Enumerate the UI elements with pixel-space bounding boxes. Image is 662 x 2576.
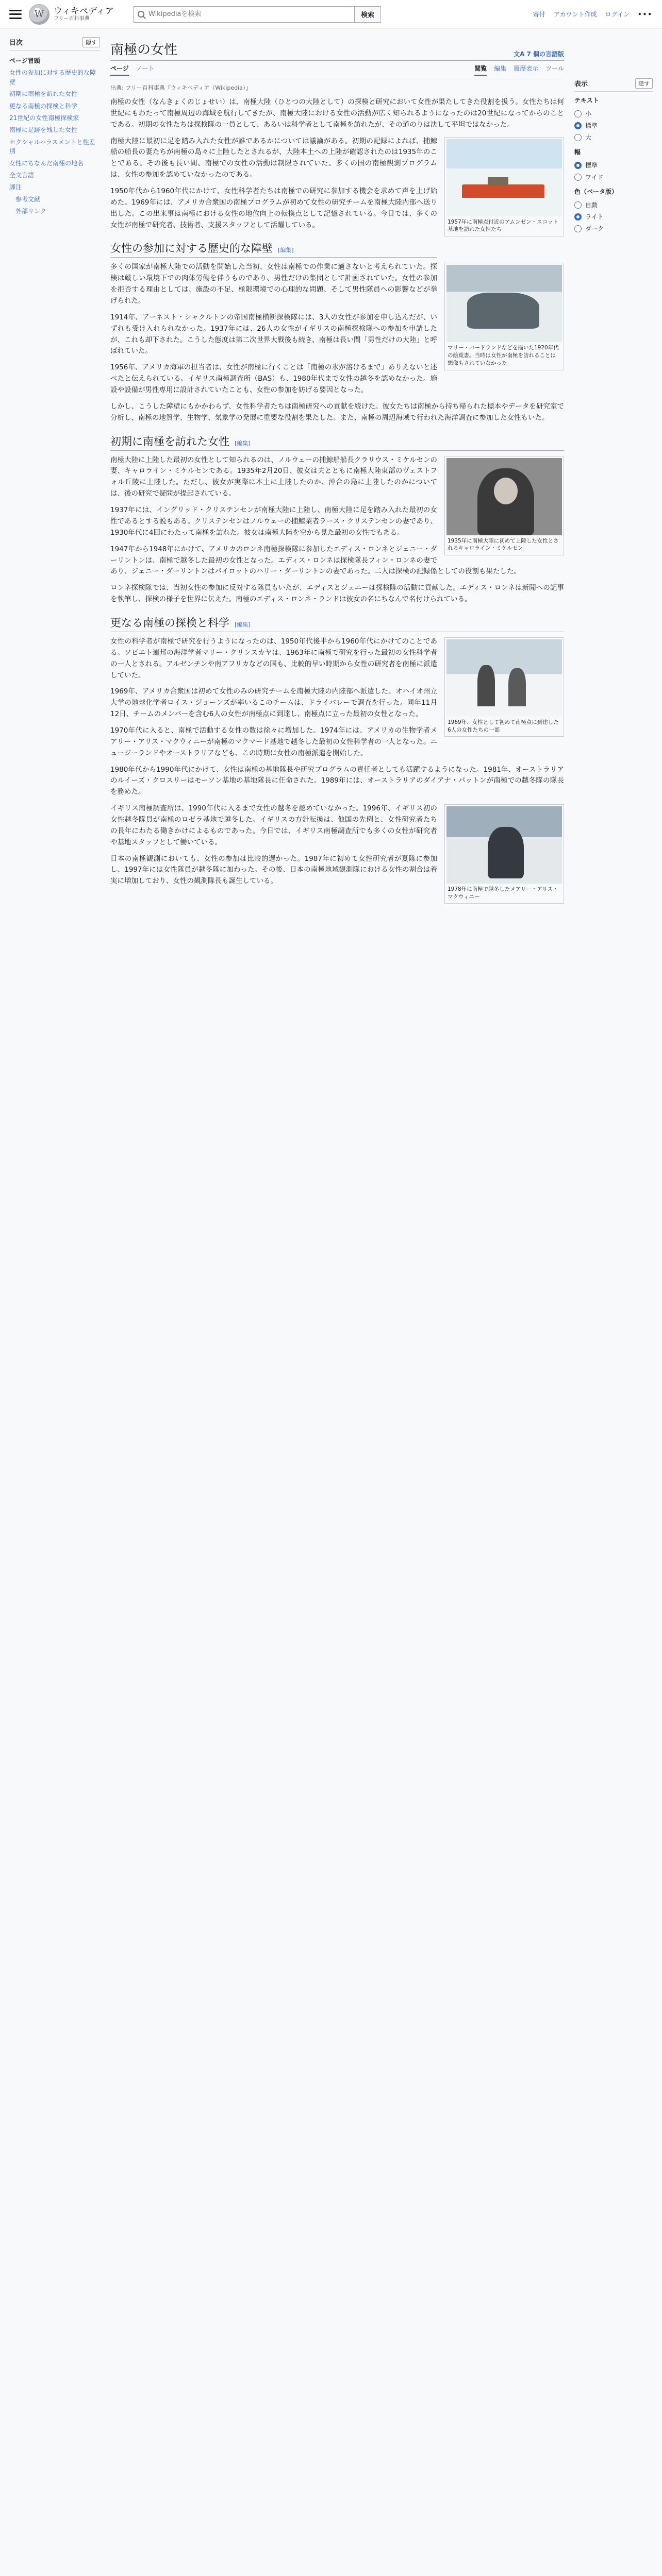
article-paragraph: 南極の女性（なんきょくのじょせい）は、南極大陸（ひとつの大陸として）の探検と研究において女性が果たしてきた役割を扱う。女性たちは何世紀にもわたって南極周辺の海域を航行してきたが、南極大陸における女性の活動が広く知られるようになったのは20世紀になってからのことである。初期の女性たちは探検隊の一員として、あるいは科学者として南極を訪れたが、その道のりは決して平坦ではなかった。 [110, 98, 564, 129]
toc-item[interactable]: 全文言語 [9, 171, 35, 179]
donate-link[interactable]: 寄付 [533, 11, 545, 18]
article-paragraph: 1937年には、イングリッド・クリステンセンが南極大陸に上陸し、南極大陸に足を踏み入れた最初の女性であるとする説もある。クリステンセンはノルウェーの捕鯨業者ラース・クリステンセンの妻であり、1930年代に4回にわたって南極を訪れた。彼女は南極大陸を空から見た最初の女性でもある。 [110, 506, 437, 537]
section-heading-text: 初期に南極を訪れた女性 [110, 435, 229, 448]
radio-circle-icon [574, 110, 582, 117]
main-content [110, 29, 564, 909]
article-figure [444, 637, 564, 737]
site-tagline: フリー百科事典 [54, 16, 90, 22]
toc-item[interactable]: 更なる南極の探検と科学 [9, 102, 78, 110]
appearance-panel [574, 29, 653, 909]
tab-history[interactable]: 履歴表示 [514, 65, 539, 72]
figure-caption: マリー・バードランドなどを描いた1920年代の絵葉書。当時は女性が南極を訪れることは想像もされていなかった [448, 345, 559, 366]
more-options-icon[interactable]: ••• [637, 10, 653, 18]
radio-label: ワイド [585, 174, 604, 181]
tab-talk[interactable]: ノート [136, 65, 155, 72]
article-paragraph: 1956年、アメリカ海軍の担当者は、女性が南極に行くことは「南極の氷が溶けるまで」ありえないと述べたと伝えられている。イギリス南極調査所（BAS）も、1980年代まで女性の越冬を認めなかった。施設や設備が男性専用に設計されていたことも、女性の参加を妨げる要因となった。 [110, 363, 437, 395]
appearance-radio[interactable] [574, 131, 653, 143]
page-title: 南極の女性 [110, 42, 178, 58]
radio-label: 大 [585, 134, 592, 141]
translate-icon: 文A [514, 50, 525, 58]
figure-caption: 1978年に南極で越冬したメアリー・アリス・マクウィニー [448, 886, 558, 900]
color-label: 色（ベータ版） [574, 188, 618, 195]
width-options [574, 159, 653, 183]
article-paragraph: 1950年代から1960年代にかけて、女性科学者たちは南極での研究に参加する機会を求めて声を上げ始めた。1969年には、アメリカ合衆国の南極プログラムが初めて女性の研究チームを南極大陸内部へ送り出した。この出来事は南極における女性の地位向上の転換点として記憶されている。今日では、多くの女性が南極で研究者、技術者、支援スタッフとして活躍している。 [110, 187, 437, 229]
user-links [533, 10, 653, 19]
article-image[interactable] [446, 458, 562, 535]
toc-item[interactable]: セクシャルハラスメントと性差別 [9, 138, 95, 155]
appearance-radio[interactable] [574, 159, 653, 171]
section-edit-link[interactable]: [編集] [235, 621, 251, 628]
section-edit-link[interactable]: [編集] [235, 439, 251, 447]
language-button-label: 7 個の言語版 [526, 50, 564, 58]
toc-hide-button[interactable]: 隠す [82, 37, 100, 47]
radio-label: ダーク [585, 225, 604, 232]
tab-tools[interactable]: ツール [545, 65, 564, 72]
article-paragraph: 女性の科学者が南極で研究を行うようになったのは、1950年代後半から1960年代にかけてのことである。ソビエト連邦の海洋学者マリー・クリンスカヤは、1963年に南極で研究を行った最初の女性科学者の一人とされる。アルゼンチンや南アフリカなどの国も、比較的早い時期から女性の研究者を南極に派遣していた。 [110, 637, 437, 680]
appearance-radio[interactable] [574, 223, 653, 234]
radio-circle-icon [574, 225, 582, 232]
radio-label: 自動 [585, 201, 598, 209]
page-tabs [110, 64, 564, 79]
figure-caption: 1957年に南極点付近のアムンゼン・スコット基地を訪れた女性たち [448, 218, 558, 233]
table-of-contents [9, 29, 100, 909]
from-wikipedia-note: 出典: フリー百科事典『ウィキペディア（Wikipedia）』 [110, 84, 252, 91]
toc-item[interactable]: 女性にちなんだ南極の地名 [9, 159, 84, 167]
radio-circle-icon [574, 162, 582, 169]
article-image[interactable] [446, 639, 562, 717]
section-heading [110, 433, 564, 451]
article-paragraph: 1947年から1948年にかけて、アメリカのロンネ南極探検隊に参加したエディス・ロンネとジェニー・ダーリントンは、南極で越冬した最初の女性となった。エディス・ロンネは探検隊長フィン・ロンネの妻であり、ジェニー・ダーリントンはパイロットのハリー・ダーリントンの妻であった。二人は探検の記録係としての役割も果たした。 [110, 545, 521, 576]
tab-edit[interactable]: 編集 [494, 65, 507, 72]
article-paragraph: 1914年、アーネスト・シャクルトンの帝国南極横断探検隊には、3人の女性が参加を申し込んだが、いずれも受け入れられなかった。1937年には、26人の女性がイギリスの南極探検隊への参加を申請したが、これも却下された。こうした態度は第二次世界大戦後も続き、南極は長い間「男性だけの大陸」と呼ばれていた。 [110, 313, 437, 355]
article-paragraph: 1970年代に入ると、南極で活動する女性の数は徐々に増加した。1974年には、アメリカの生物学者メアリー・アリス・マクウィニーが南極のマクマード基地で越冬した最初の女性科学者の一人となった。ニュージーランドやオーストラリアなども、この時期に女性の南極派遣を開始した。 [110, 726, 437, 757]
tab-page[interactable]: ページ [110, 64, 129, 76]
site-logo[interactable] [29, 4, 115, 25]
article-paragraph: 1980年代から1990年代にかけて、女性は南極の基地隊長や研究プログラムの責任者としても活躍するようになった。1981年、オーストラリアのルイーズ・クロスリーはモーソン基地の基地隊長に任命された。1989年には、オーストラリアのダイアナ・パットンが南極での越冬隊の隊長を務めた。 [110, 765, 564, 796]
radio-label: 小 [585, 110, 592, 117]
article-paragraph: イギリス南極調査所は、1990年代に入るまで女性の越冬を認めていなかった。1996年、イギリス初の女性越冬隊員が南極のロゼラ基地で越冬した。イギリスの方針転換は、他国の先例と、女性研究者たちの長年にわたる働きかけによるものであった。今日では、イギリス南極調査所でも多くの女性が研究者や基地スタッフとして働いている。 [110, 804, 437, 846]
article-figure [444, 804, 564, 904]
section-heading [110, 615, 564, 632]
article-image[interactable] [446, 265, 562, 342]
toc-item[interactable]: 外部リンク [15, 208, 46, 215]
search-input[interactable] [147, 10, 350, 19]
tab-read[interactable]: 閲覧 [474, 64, 487, 76]
article-body [110, 97, 564, 900]
toc-item[interactable]: 脚注 [9, 183, 22, 191]
article-image[interactable] [446, 806, 562, 884]
appearance-radio[interactable] [574, 120, 653, 131]
login-link[interactable]: ログイン [605, 11, 630, 18]
section-heading-text: 更なる南極の探検と科学 [110, 616, 229, 629]
toc-item[interactable]: 21世紀の女性南極探検家 [9, 114, 79, 122]
radio-circle-icon [574, 201, 582, 209]
article-paragraph: 日本の南極観測においても、女性の参加は比較的遅かった。1987年に初めて女性研究者が夏隊に参加し、1997年には女性隊員が越冬隊に加わった。その後、日本の南極地域観測隊における女性の割合は着実に増加しており、女性の観測隊長も誕生している。 [110, 854, 437, 886]
main-menu-icon[interactable] [9, 10, 22, 19]
article-figure [444, 456, 564, 555]
search-box[interactable] [133, 6, 355, 23]
radio-circle-icon [574, 134, 582, 141]
toc-item[interactable]: 南極に足跡を残した女性 [9, 126, 78, 134]
appearance-radio[interactable] [574, 171, 653, 183]
text-size-options [574, 108, 653, 143]
section-edit-link[interactable]: [編集] [278, 247, 294, 254]
article-figure [444, 263, 564, 370]
article-paragraph: 1969年、アメリカ合衆国は初めて女性のみの研究チームを南極大陸の内陸部へ派遣した。オハイオ州立大学の地球化学者ロイス・ジョーンズが率いるこのチームは、ドライバレーで調査を行った。同年11月12日、チームのメンバーを含む6人の女性が南極点に到達し、南極点に立った最初の女性となった。 [110, 687, 437, 719]
appearance-radio[interactable] [574, 199, 653, 211]
article-paragraph: 南極大陸に最初に足を踏み入れた女性が誰であるかについては議論がある。初期の記録によれば、捕鯨船の船長の妻たちが南極の島々に上陸したとされるが、大陸本土への上陸が確認されたのは1935年のことである。その後も長い間、南極での女性の活動は制限されていた。多くの国の南極観測プログラムは、女性の参加を認めていなかったのである。 [110, 137, 437, 179]
toc-item[interactable]: 初期に南極を訪れた女性 [9, 90, 78, 98]
radio-label: ライト [585, 213, 604, 221]
section-heading-text: 女性の参加に対する歴史的な障壁 [110, 242, 273, 255]
width-label: 幅 [574, 148, 581, 156]
article-paragraph: 南極大陸に上陸した最初の女性として知られるのは、ノルウェーの捕鯨船船長クラリウス・ミケルセンの妻、キャロライン・ミケルセンである。1935年2月20日、彼女は夫とともに南極大陸東部のヴェストフォル丘陵に上陸した。ただし、彼女が実際に本土に上陸したのか、沖合の島に上陸したのかについては、後の研究で疑問が提起されている。 [110, 455, 437, 498]
appearance-hide-button[interactable]: 隠す [635, 78, 653, 89]
color-options [574, 199, 653, 234]
wikipedia-globe-icon: W [29, 4, 49, 25]
section-heading [110, 240, 437, 258]
site-header [0, 0, 662, 29]
search-icon [138, 11, 144, 18]
site-title: ウィキペディア [54, 6, 114, 16]
article-image[interactable] [446, 139, 562, 216]
radio-circle-icon [574, 174, 582, 181]
radio-circle-icon [574, 122, 582, 129]
radio-label: 標準 [585, 162, 598, 169]
article-paragraph: しかし、こうした障壁にもかかわらず、女性科学者たちは南極研究への貢献を続けた。彼女たちは南極から持ち帰られた標本やデータを研究室で分析し、南極の地質学、生物学、気象学の発展に重要な役割を果たした。また、南極の周辺海域で行われた海洋調査に参加した女性もいた。 [110, 402, 564, 422]
appearance-radio[interactable] [574, 108, 653, 120]
appearance-radio[interactable] [574, 211, 653, 223]
radio-circle-icon [574, 213, 582, 221]
toc-list [9, 55, 100, 217]
appearance-title: 表示 [574, 80, 588, 88]
figure-caption: 1969年、女性として初めて南極点に到達した6人の女性たちの一部 [448, 719, 559, 733]
figure-caption: 1935年に南極大陸に初めて上陸した女性とされるキャロライン・ミケルセン [448, 537, 559, 552]
toc-item[interactable]: 参考文献 [15, 195, 41, 203]
search-button[interactable]: 検索 [355, 6, 381, 23]
text-size-label: テキスト [574, 97, 599, 104]
article-paragraph: ロンネ探検隊では、当初女性の参加に反対する隊員もいたが、エディスとジェニーは探検隊の活動に貢献した。エディス・ロンネは新聞への記事を執筆し、探検の様子を世界に伝えた。南極のエディス・ロンネ・ランドは彼女の名にちなんで名付けられている。 [110, 584, 564, 604]
article-paragraph: 多くの国家が南極大陸での活動を開始した当初、女性は南極での作業に適さないと考えられていた。探検は厳しい環境下での肉体労働を伴うものであり、男性だけの集団として計画されていた。女性の参加を拒否する理由としては、施設の不足、極限環境での心理的な問題、そして男性隊員への影響などが挙げられた。 [110, 263, 437, 306]
toc-item[interactable]: 女性の参加に対する歴史的な障壁 [9, 69, 96, 86]
search-form [133, 6, 381, 23]
radio-label: 標準 [585, 122, 598, 129]
toc-item[interactable]: ページ冒頭 [9, 57, 40, 64]
toc-title: 目次 [9, 39, 23, 47]
article-figure [444, 137, 564, 236]
create-account-link[interactable]: アカウント作成 [553, 11, 597, 18]
language-button[interactable] [514, 49, 564, 58]
